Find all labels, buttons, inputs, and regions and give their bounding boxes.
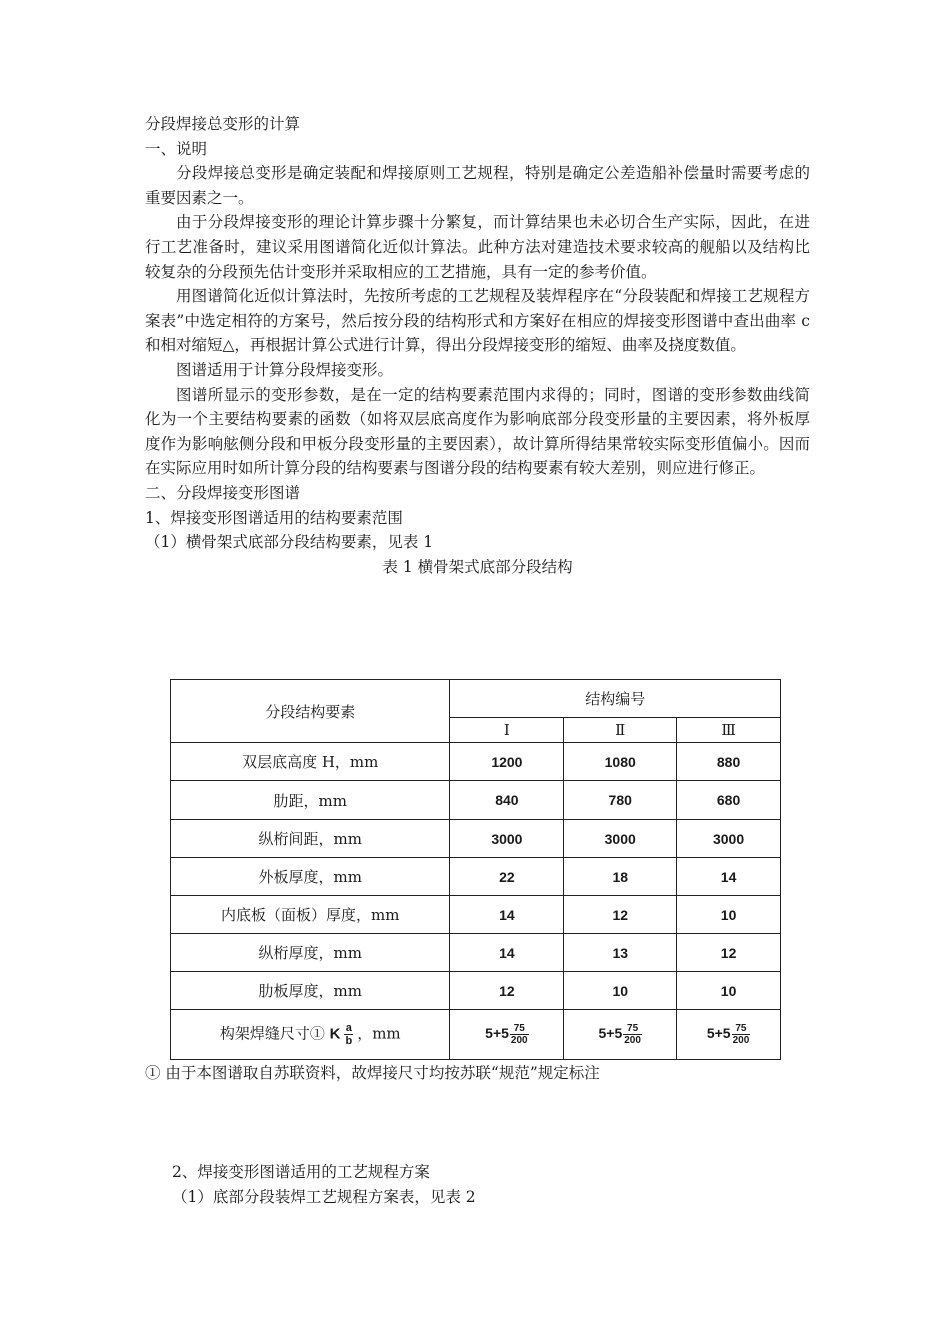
cell-value: 22 [450,858,564,896]
weld-fraction [510,1023,529,1046]
weld-fraction [623,1023,642,1046]
sub1-heading: 1、焊接变形图谱适用的结构要素范围 [145,508,403,527]
table-row [171,858,781,896]
weld-b: b [345,1035,353,1047]
paragraph-4: 图谱适用于计算分段焊接变形。 [176,360,394,379]
weld-a: a [345,1022,352,1034]
weld-frac-den: 200 [510,1035,528,1046]
cell-value: 10 [677,896,781,934]
sub2-item: （1）底部分段装焊工艺规程方案表，见表 2 [172,1187,476,1206]
table-row [171,820,781,858]
cell-value: 12 [450,972,564,1010]
cell-value: 18 [564,858,677,896]
row-label: 内底板（面板）厚度，mm [171,896,450,934]
weld-k: K [329,1025,341,1043]
cell-value: 14 [450,934,564,972]
weld-fraction [732,1023,751,1046]
section2-heading: 二、分段焊接变形图谱 [145,483,301,502]
cell-value: 780 [564,781,677,820]
table-col-label: Ⅲ [677,718,781,743]
weld-frac-num: 75 [732,1023,751,1035]
row-label: 肋距，mm [171,781,450,820]
paragraph-1: 分段焊接总变形是确定装配和焊接原则工艺规程，特别是确定公差造船补偿量时需要考虑的重要因素之一。 [145,164,810,207]
document-title: 分段焊接总变形的计算 [145,115,301,133]
row-label: 外板厚度，mm [171,858,450,896]
weld-frac-den: 200 [732,1035,750,1046]
weld-frac-num: 75 [510,1023,529,1035]
cell-value: 3000 [564,820,677,858]
row-label: 双层底高度 H，mm [171,743,450,781]
structure-table [170,679,781,1060]
weld-frac-num: 75 [623,1023,642,1035]
weld-cell [677,1010,781,1060]
cell-value: 14 [677,858,781,896]
cell-value: 880 [677,743,781,781]
paragraph-2: 由于分段焊接变形的理论计算步骤十分繁复，而计算结果也未必切合生产实际，因此，在进行工艺准备时，建议采用图谱简化近似计算法。此种方法对建造技术要求较高的舰船以及结构比较复杂的分段预先估计变形并采取相应的工艺措施，具有一定的参考价值。 [145,213,810,281]
section1-heading: 一、说明 [145,139,208,158]
cell-value: 840 [450,781,564,820]
cell-value: 10 [677,972,781,1010]
cell-value: 3000 [450,820,564,858]
section-2-block [172,1160,476,1209]
row-label: 纵桁间距，mm [171,820,450,858]
weld-cell [450,1010,564,1060]
weld-base: 5+5 [598,1025,623,1042]
table-row [171,972,781,1010]
paragraph-3: 用图谱简化近似计算法时，先按所考虑的工艺规程及装焊程序在“分段装配和焊接工艺规程方案表”中选定相符的方案号，然后按分段的结构形式和方案好在相应的焊接变形图谱中查出曲率 c 和相对缩短△，再根据计算公式进行计算，得出分段焊接变形的缩短、曲率及挠度数值。 [145,287,810,355]
weld-cell [564,1010,677,1060]
table-header-group: 结构编号 [450,680,781,718]
cell-value: 1200 [450,743,564,781]
sub2-heading: 2、焊接变形图谱适用的工艺规程方案 [172,1163,430,1181]
weld-row-label [171,1010,450,1060]
table-header-element: 分段结构要素 [171,680,450,743]
table-row [171,781,781,820]
cell-value: 1080 [564,743,677,781]
table-footnote: ① 由于本图谱取自苏联资料，故焊接尺寸均按苏联“规范”规定标注 [145,1064,600,1082]
cell-value: 14 [450,896,564,934]
sub1-item: （1）横骨架式底部分段结构要素，见表 1 [145,533,434,552]
weld-base: 5+5 [485,1025,509,1042]
cell-value: 12 [677,934,781,972]
table-col-label: Ⅱ [564,718,677,743]
row-label: 纵桁厚度，mm [171,934,450,972]
paragraph-5: 图谱所显示的变形参数，是在一定的结构要素范围内求得的；同时，图谱的变形参数曲线简化为一个主要结构要素的函数（如将双层底高度作为影响底部分段变形量的主要因素，将外板厚度作为影响舷侧分段和甲板分段变形量的主要因素），故计算所得结果常较实际变形值偏小。因而在实际应用时如所计算分段的结构要素与图谱分段的结构要素有较大差别，则应进行修正。 [145,385,810,478]
cell-value: 12 [564,896,677,934]
cell-value: 3000 [677,820,781,858]
table-row-weld [171,1010,781,1060]
weld-frac-den: 200 [624,1035,641,1046]
table-row [171,896,781,934]
weld-label-suffix: ，mm [357,1024,401,1043]
document-body [145,112,810,579]
cell-value: 10 [564,972,677,1010]
table-col-label: Ⅰ [450,718,564,743]
cell-value: 13 [564,934,677,972]
table-caption: 表 1 横骨架式底部分段结构 [382,557,573,576]
table-row [171,934,781,972]
row-label: 肋板厚度，mm [171,972,450,1010]
weld-base: 5+5 [706,1025,731,1042]
cell-value: 680 [677,781,781,820]
weld-ab-fraction [344,1022,353,1047]
weld-label-prefix: 构架焊缝尺寸① [219,1024,325,1043]
table-row [171,743,781,781]
